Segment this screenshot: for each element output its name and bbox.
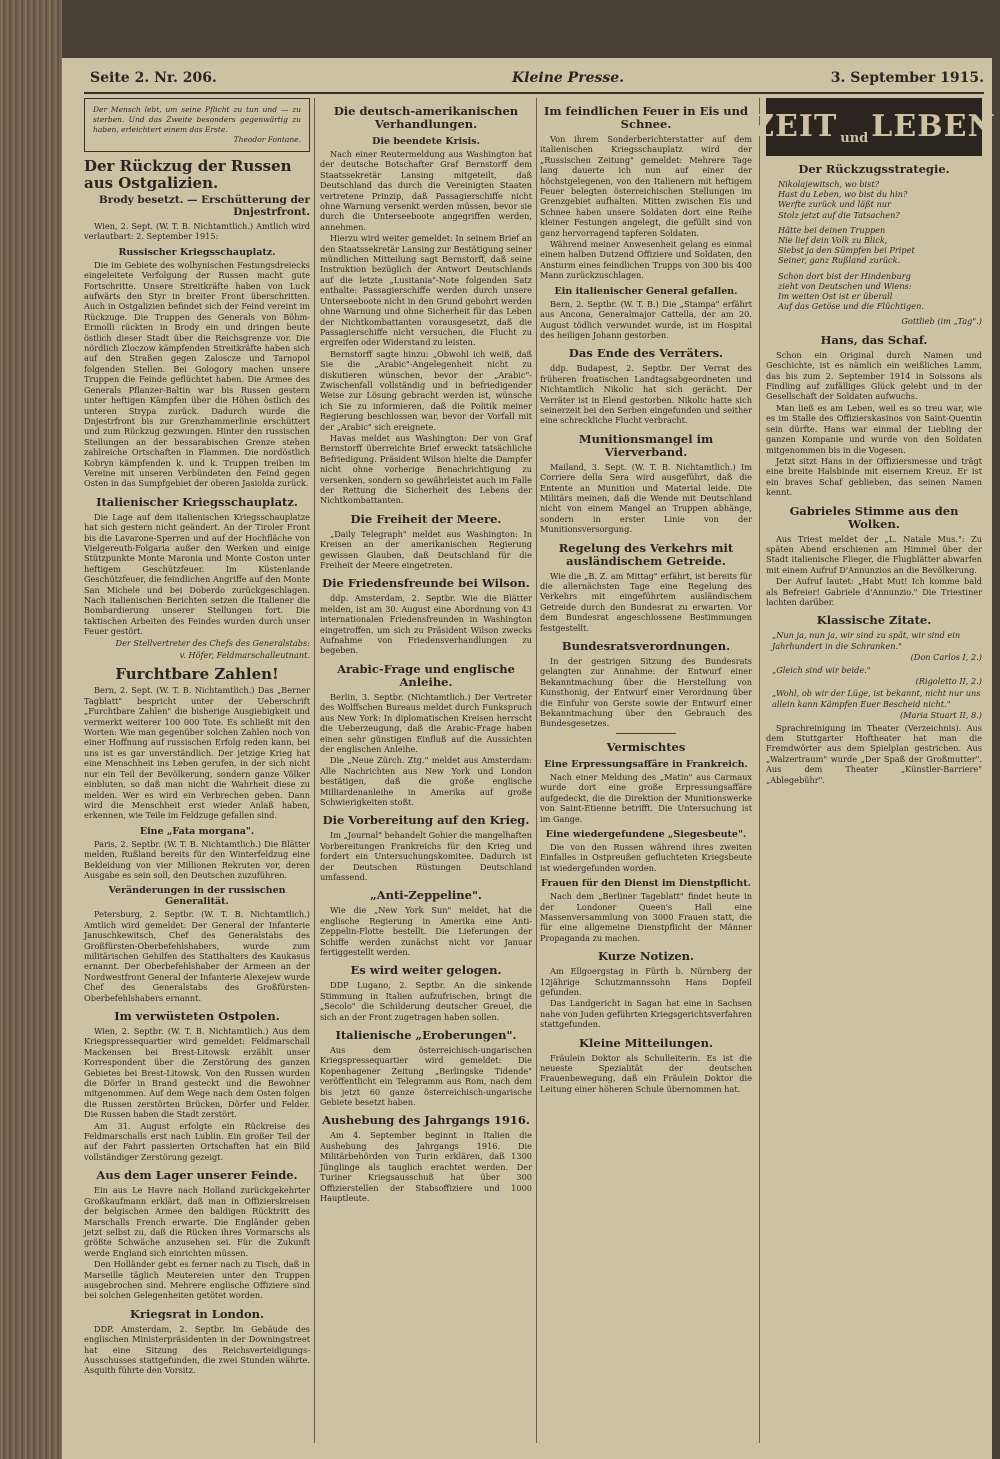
header-masthead: Kleine Presse.	[512, 70, 625, 86]
article-paragraph: Wien, 2. Sept. (W. T. B. Nichtamtlich.) Amtlich wird verlautbart: 2. September 1915:	[84, 221, 310, 242]
article-paragraph: Nach einer Reutermeldung aus Washington hat der deutsche Botschafter Graf Bernstorff dem Staatssekretär Lansing mitgeteilt, daß Deutschland das durch die Vereinigten Staaten vertretene Prinzip, daß Passagierschiffe nicht ohne Warnung versenkt werden müssen, bevor sie durch die Unterseeboote angegriffen werden, annehmen.	[320, 149, 532, 232]
section-heading: „Anti-Zeppeline".	[370, 888, 482, 903]
quote-source: (Maria Stuart II, 8.)	[899, 710, 982, 721]
poem-stanza: Schon dort bist der Hindenburg zieht von Deutschen und Wiens: Im weiten Ost ist er überall Auf das Getöse und die Flüchtigen.	[778, 270, 924, 312]
main-headline: Der Rückzug der Russen aus Ostgalizien.	[84, 157, 292, 192]
article-paragraph: Am 4. September beginnt in Italien die Aushebung des Jahrgangs 1916. Die Militärbehörden von Turin erklären, daß 1300 Jünglinge als tauglich erachtet werden. Der Turiner Kriegsausschuß hat über 300 Offizierstellen der Stabsoffiziere und 1000 Hauptleute.	[320, 1130, 532, 1203]
column-rule	[314, 98, 315, 1443]
article-paragraph: Während meiner Anwesenheit gelang es einmal einem halben Dutzend Offiziere und Soldaten, den Ansturm eines feindlichen Trupps von 300 bis 400 Mann zurückzuschlagen.	[540, 239, 752, 281]
zeit-und-leben-logo	[752, 98, 996, 156]
newspaper-page	[62, 58, 996, 1459]
article-paragraph: ddp. Budapest, 2. Septbr. Der Verrat des früheren froatischen Landtagsabgeordneten und Nichtamtlich Nikolic hat sich gerächt. Der Verräter ist in Elend gestorben. Nikolic hatte sich seinerzeit bei den Serben eingefunden und seither eine schreckliche Flucht verbracht.	[540, 363, 752, 426]
article-paragraph: Die Lage auf dem italienischen Kriegsschauplatze hat sich gestern nicht geändert. An der Tiroler Front bis die Lavarone-Sperren und auf der Hochfläche von Vielgereuth-Folgaria außer den Werken und einige Stützpunkte Monte Maronia und Monte Coston unter heftigem Geschützfeuer. Im Küstenlande Geschützfeuer, die feindlichen Angriffe auf den Monte San Michele und bei Doberdo zurückgeschlagen. Nach italienischen Berichten setzen die Italiener die Bombardierung unserer Stellungen fort. Die taktischen Arbeiten des Feindes wurden durch unser Feuer gestört.	[84, 511, 310, 637]
signature: Gottlieb (im „Tag".)	[901, 316, 982, 327]
article-paragraph: Von ihrem Sonderberichterstatter auf dem italienischen Kriegsschauplatz wird der „Russischen Zeitung" gemeldet: Mehrere Tage lang dauerte ich nun auf einer der höchstgelegenen, von den Italienern mit heftigem Feuer belegten österreichischen Stellungen im Grenzgebiet aufhalten. Mitten zwischen Eis und Schnee haben unsere Soldaten dort eine Reihe kleiner Festungen angelegt, die gefüllt sind von ganz hervorragend tapferen Soldaten.	[540, 134, 752, 238]
column-rule	[759, 98, 760, 1443]
page-header	[84, 68, 984, 94]
column-3	[540, 98, 752, 1448]
section-heading: Im verwüsteten Ostpolen.	[114, 1009, 280, 1023]
section-heading: Veränderungen in der russischen Generalität.	[108, 885, 286, 908]
column-4	[752, 98, 996, 1448]
motto-author: Theodor Fontane.	[233, 135, 301, 144]
section-headline: Die deutsch-amerikanischen Verhandlungen.	[333, 104, 519, 131]
section-heading: Aus dem Lager unserer Feinde.	[96, 1168, 298, 1183]
section-heading: Kriegsrat in London.	[129, 1306, 264, 1321]
article-paragraph: In der gestrigen Sitzung des Bundesrats gelangten zur Annahme: der Entwurf einer Bekanntmachung über die Herstellung von Kunsthonig, der Entwurf einer Verordnung über die Einfuhr von Gerste sowie der Entwurf einer Bekanntmachung über den Gebrauch des Bundesgesetzes.	[540, 656, 752, 729]
article-paragraph: Sprachreinigung im Theater (Verzeichnis). Aus dem Stuttgarter Hoftheater hat man die Fremdwörter aus dem Spielplan gestrichen. Aus „Walzertraum" wurde „Der Spaß der Großmutter". Aus dem Theater „Künstler-Barriere" „Ablegebühr".	[766, 722, 982, 785]
quote: „Nun ja, nun ja, wir sind zu spät, wir sind ein Jahrhundert in die Schranken."	[772, 630, 961, 651]
section-heading: Die Vorbereitung auf den Krieg.	[322, 813, 530, 828]
section-heading: Italienische „Eroberungen".	[335, 1028, 517, 1043]
section-heading: Kleine Mitteilungen.	[579, 1035, 713, 1050]
article-paragraph: Hierzu wird weiter gemeldet: In seinem Brief an den Staatssekretär Lansing zur Bestätigung seiner mündlichen Mitteilung sagt Bernstorff, daß seine Instruktion bezüglich der Antwort Deutschlands auf die letzte „Lusitania"-Note folgenden Satz enthalte: Passagierschiffe werden durch unsere Unterseeboote nicht in den Grund gebohrt werden ohne Warnung und ohne Sicherheit für das Leben der Nichtkombattanten vorausgesetzt, daß die Passagierschiffe nicht versuchen, die Flucht zu ergreifen oder Widerstand zu leisten.	[320, 233, 532, 348]
section-heading: Es wird weiter gelogen.	[350, 963, 502, 978]
article-paragraph: Bern, 2. Sept. (W. T. B. Nichtamtlich.) Das „Berner Tagblatt" bespricht unter der Ueberschrift „Furchtbare Zahlen" die bisherige Ausgiebigkeit und vermerkt weiterer 100 000 Tote. Es schließt mit den Worten: Wie man gegenüber solchen Zahlen noch von einer Hoffnung auf russischen Erfolg reden kann, bei uns ist es gar unverständlich. Der jetzige Krieg hat eine Menschheit ins Leben gerufen, in der sich nicht nur ein Teil der Bevölkerung, sondern ganze Völker einbluten, so daß man nicht die Wahrheit diese zu melden. Wer es wird ein Verbrechen geben. Dann wird die Menschheit erst wieder Anlaß haben, erkennen, wie Teile im Feldzuge gefallen sind.	[84, 685, 310, 821]
signature: Der Stellvertreter des Chefs des Generalstabs:	[115, 637, 310, 648]
section-heading: Regelung des Verkehrs mit ausländischem Getreide.	[558, 540, 734, 568]
quote: „Gleich sind wir beide."	[772, 664, 871, 675]
section-heading: Aushebung des Jahrgangs 1916.	[322, 1113, 530, 1128]
article-paragraph: Bernstorff sagte hinzu: „Obwohl ich weiß, daß Sie die „Arabic"-Angelegenheit nicht zu diskutieren wünschen, bevor der „Arabic"-Zwischenfall vollständig und in befriedigender Weise zur Lösung gebracht werden ist, wünsche ich Sie zu informieren, daß die Politik meiner Regierung beschlossen war, bevor der Vorfall mit der „Arabic" sich ereignete.	[320, 348, 532, 432]
article-paragraph: Nach dem „Berliner Tageblatt" findet heute in der Londoner Queen's Hall eine Massenversammlung von 3000 Frauen statt, die für eine allgemeine Dienstpflicht der Männer Propaganda zu machen.	[540, 891, 752, 943]
article-paragraph: Petersburg, 2. Septbr. (W. T. B. Nichtamtlich.) Amtlich wird gemeldet: Der General der Infanterie Januschkewitsch, Chef des Generalstabs des Großfürsten-Oberbefehlshabers, wurde zum militärischen Gehilfen des Statthalters des Kaukasus ernannt. Der Oberbefehlshaber der Armeen an der Nordwestfront General der Infanterie Alexejew wurde Chef des Generalstabs des Großfürsten-Oberbefehlshabers ernannt.	[84, 909, 310, 1003]
signature: v. Höfer, Feldmarschalleutnant.	[179, 650, 310, 661]
article-paragraph: Nach einer Meldung des „Matin" aus Carmaux wurde dort eine große Erpressungsaffäre aufgedeckt, die die Direktion der Munitionswerke von Saint-Etienne betrifft. Die Untersuchung ist im Gange.	[540, 771, 752, 824]
section-heading: Ein italienischer General gefallen.	[554, 285, 738, 297]
section-heading: Eine „Fata morgana".	[139, 825, 255, 837]
article-paragraph: Der Aufruf lautet: „Habt Mut! Ich komme bald als Befreier! Gabriele d'Annunzio." Die Triestiner lachten darüber.	[766, 576, 982, 607]
section-heading: Die beendete Krisis.	[372, 136, 480, 147]
section-heading: Kurze Notizen.	[597, 949, 695, 964]
article-paragraph: Jetzt sitzt Hans in der Offiziersmesse und trägt eine breite Halsbinde mit eisernem Kreuz. Er ist ein braves Schaf geblieben, das seinen Namen kennt.	[766, 455, 982, 498]
motto-text: Der Mensch lebt, um seine Pflicht zu tun und — zu sterben. Und das Zweite besonders gegenwärtig zu haben, erleichtert einem das Erste.	[93, 105, 301, 134]
article-paragraph: Fräulein Doktor als Schulleiterin. Es ist die neueste Spezialität der deutschen Frauenbewegung, daß ein Fräulein Doktor die Leitung einer höheren Schule übernommen hat.	[540, 1052, 752, 1094]
article-paragraph: Schon ein Original durch Namen und Geschichte, ist es nämlich ein weißliches Lamm, das bis zum 2. September 1914 in Soissons als Findling auf zufälliges Glück gelebt und in der Gesellschaft der Soldaten aufwuchs.	[766, 349, 982, 402]
section-heading: Eine Erpressungsaffäre in Frankreich.	[544, 758, 748, 770]
logo-word: LEBEN	[871, 108, 996, 144]
article-paragraph: „Daily Telegraph" meldet aus Washington: In Kreisen an der amerikanischen Regierung gewissen Glauben, daß Deutschland für die Freiheit der Meere eingetreten.	[320, 528, 532, 571]
section-heading: Die Freiheit der Meere.	[350, 511, 502, 526]
article-paragraph: DDP Lugano, 2. Septbr. An die sinkende Stimmung in Italien aufzufrischen, bringt die „Secolo" die Schilderung deutscher Greuel, die sich an der Front zugetragen haben sollen.	[320, 980, 532, 1022]
section-heading: Bundesratsverordnungen.	[561, 639, 731, 654]
section-heading: Das Ende des Verräters.	[568, 346, 724, 361]
article-paragraph: Im „Journal" behandelt Gohier die mangelhaften Vorbereitungen Frankreichs für den Krieg und fordert ein Untersuchungskomitee. Dadurch ist der Deutschen Rüstungen Deutschland umfassend.	[320, 830, 532, 882]
book-binding-edge	[0, 0, 62, 1459]
poem-stanza: Nikolajewitsch, wo bist? Hast du Leben, wo bist du hin? Werfte zurück und läßt nur Stolz jetzt auf die Tatsachen?	[778, 179, 908, 220]
divider	[616, 733, 676, 734]
section-heading: Gabrieles Stimme aus den Wolken.	[789, 503, 959, 531]
article-paragraph: Den Holländer gebt es ferner nach zu Tisch, daß in Marseille täglich Meutereien unter den Truppen ausgebrochen sind. Mehrere englische Offiziere sind bei solchen Gelegenheiten getötet worden.	[84, 1259, 310, 1301]
quote-source: (Rigoletto II, 2.)	[915, 676, 982, 686]
quote: „Wohl, ob wir der Lüge, ist bekannt, nicht nur uns allein kann Kämpfen Euer Bescheid nicht."	[772, 688, 981, 709]
article-paragraph: Berlin, 3. Septbr. (Nichtamtlich.) Der Vertreter des Wolffschen Bureaus meldet durch Funkspruch aus New York: In diplomatischen Kreisen herrscht die Ueberzeugung, daß die Arabic-Frage haben einen sehr günstigen Einfluß auf die Aussichten der englischen Anleihe.	[320, 691, 532, 754]
article-paragraph: Die von den Russen während ihres zweiten Einfalles in Ostpreußen gefluchteten Kriegsbeute ist wiedergefunden worden.	[540, 841, 752, 873]
article-paragraph: Am 31. August erfolgte ein Rückreise des Feldmarschalls erst nach Lublin. Ein großer Teil der auf der Fahrt passierten Ortschaften hat ein Bild vollständiger Zerstörung gezeigt.	[84, 1120, 310, 1162]
article-paragraph: Wie die „New York Sun" meldet, hat die englische Regierung in Amerika eine Anti-Zeppelin-Flotte bestellt. Die Lieferungen der Schiffe werden zunächst nicht vor Januar fertiggestellt werden.	[320, 905, 532, 957]
article-paragraph: ddp. Amsterdam, 2. Septbr. Wie die Blätter melden, ist am 30. August eine Abordnung von 43 internationalen Friedensfreunden in Washington eingetroffen, um sich zu Präsident Wilson zwecks Aufnahme von Friedensverhandlungen zu begeben.	[320, 593, 532, 656]
section-heading: Hans, das Schaf.	[820, 332, 928, 347]
article-paragraph: DDP. Amsterdam, 2. Septbr. Im Gebäude des englischen Ministerpräsidenten in der Downingstreet hat eine Sitzung des Reichsverteidigungs-Ausschusses stattgefunden, die zwei Stunden währte. Asquith führte den Vorsitz.	[84, 1323, 310, 1376]
article-paragraph: Am Ellgoergstag in Fürth b. Nürnberg der 12jährige Schutzmannssohn Hans Dopfeil gefunden.	[540, 966, 752, 997]
section-heading: Der Rückzugsstrategie.	[798, 162, 950, 176]
article-paragraph: Ein aus Le Havre nach Holland zurückgekehrter Großkaufmann erklärt, daß man in Offizierskreisen der belgischen Armee den baldigen Rücktritt des Marschalls French erwarte. Die Engländer geben jetzt selbst zu, daß die Rücken ihres Vormarschs als größte Schwäche anzusehen sei. Für die Zukunft werde England sich einrichten müssen.	[84, 1185, 310, 1258]
poem-stanza: Hätte bei deinen Truppen Nie lief dein Volk zu Blick, Siebst ja den Sümpfen bei Pripet Seiner, ganz Rußland zurück.	[778, 224, 915, 266]
logo-word: und	[840, 130, 869, 146]
logo-word: ZEIT	[752, 108, 838, 144]
column-1	[84, 98, 310, 1448]
section-headline: Furchtbare Zahlen!	[115, 665, 279, 684]
article-paragraph: Man ließ es am Leben, weil es so treu war, wie es im Stalle des Offizierskasinos von Saint-Quentin sein dürfte. Hans war einmal der Liebling der ganzen Kompanie und wurde von den Soldaten mitgenommen bis in die Vogesen.	[766, 402, 982, 455]
section-headline: Im feindlichen Feuer in Eis und Schnee.	[543, 104, 749, 131]
article-paragraph: Bern, 2. Septbr. (W. T. B.) Die „Stampa" erfährt aus Ancona, Generalmajor Cattella, der am 20. August tödlich verwundet wurde, ist im Hospital des heiligen Johann gestorben.	[540, 298, 752, 340]
section-heading: Eine wiedergefundene „Siegesbeute".	[545, 828, 747, 840]
section-heading: Die Friedensfreunde bei Wilson.	[322, 576, 530, 591]
column-rule	[536, 98, 537, 1443]
header-page-number: Seite 2. Nr. 206.	[90, 70, 217, 86]
header-date: 3. September 1915.	[830, 70, 984, 86]
article-paragraph: Aus Triest meldet der „L. Natale Mus.": Zu späten Abend erschienen am Himmel über der Stadt italienische Flieger, die Flugblätter abwarfen mit einem Aufruf D'Annunzios an die Bevölkerung.	[766, 533, 982, 575]
section-heading: Italienischer Kriegsschauplatz.	[96, 494, 298, 509]
section-heading: Arabic-Frage und englische Anleihe.	[337, 661, 515, 689]
section-heading: Vermischtes	[606, 739, 686, 754]
article-paragraph: Die im Gebiete des wolhynischen Festungsdreiecks eingeleitete Verfolgung der Russen macht gute Fortschritte. Unsere Streitkräfte haben von Luck aufwärts den Styr in breiter Front überschritten. Auch in Ostgalizien befindet sich der Feind vereint im Rückzuge. Die Truppen des Generals von Böhm-Ermolli rückten in Brody ein und dringen beute östlich dieser Stadt über die Reichsgrenze vor. Die nördlich Zloczow kämpfenden Streitkräfte haben sich auf den Straßen gegen Zaloscze und Tarnopol folgenden Stellen. Bei Gologory machen unsere Truppen die Feinde geflüchtet haben. Die Armee des Generals Pflanzer-Baltin war bis Russen gestern unter heftigen Kämpfen über die Höhen östlich des unteren Strypa zurück. Dadurch wurde die Dnjestrfront bis zur Grenzhammerlinie erschüttert und zum Rückzug gezwungen. Hinter den russischen Stellungen an der bessarabischen Grenze stehen zahlreiche Ortschaften in Flammen. Die nordöstlich Kobryn kämpfenden k. und k. Truppen treiben im Vereine mit unseren Verbündeten den Feind gegen Osten in das Sumpfgebiet der oberen Jasiolda zurück.	[84, 259, 310, 489]
section-heading: Munitionsmangel im Vierverband.	[578, 431, 714, 459]
article-paragraph: Havas meldet aus Washington: Der von Graf Bernstorff überreichte Brief erweckt tatsächliche Befriedigung. Präsident Wilson hielte die Dampfer nicht ohne vorherige Benachrichtigung zu versenken, sondern so gewährleistet auch im Falle der Rettung die Sicherheit des Lebens der Nichtkombattanten.	[320, 432, 532, 506]
section-heading: Klassische Zitate.	[816, 613, 932, 628]
motto-box	[84, 98, 310, 152]
section-heading: Frauen für den Dienst im Dienstpflicht.	[540, 878, 751, 890]
section-heading: Russischer Kriegsschauplatz.	[118, 246, 276, 258]
quote-source: (Don Carlos I, 2.)	[910, 652, 982, 663]
article-paragraph: Das Landgericht in Sagan hat eine in Sachsen nahe von Juden geführten Kriegsgerichtsverfahren stattgefunden.	[540, 998, 752, 1030]
article-paragraph: Wie die „B. Z. am Mittag" erfährt, ist bereits für die allernächsten Tage eine Regelung des Verkehrs mit eingeführtem ausländischem Getreide durch den Bundesrat zu erwarten. Vor dem Bundesrat angeschlossene Bestimmungen festgestellt.	[540, 570, 752, 633]
column-2	[320, 98, 532, 1448]
article-paragraph: Die „Neue Zürch. Ztg." meldet aus Amsterdam: Alle Nachrichten aus New York und London bestätigen, daß die große englische Milliardenanleihe in Amerika auf große Schwierigkeiten stoßt.	[320, 755, 532, 807]
main-subheadline: Brody besetzt. — Erschütterung der Dnjestrfront.	[98, 194, 310, 218]
article-paragraph: Wien, 2. Septbr. (W. T. B. Nichtamtlich.) Aus dem Kriegspressequartier wird gemeldet: Feldmarschall Mackensen bei Brest-Litowsk erzählt unser Korrespondent über die Zerstörung des ganzen Gebietes bei Brest-Litowsk. Von den Russen wurden die Dörfer in Brand gesteckt und die Bewohner mitgenommen. Auf dem Wege nach dem Osten folgen die Russen zerstörten Brücken, Dörfer und Felder. Die Russen haben die Stadt zerstört.	[84, 1026, 310, 1120]
article-paragraph: Aus dem österreichisch-ungarischen Kriegspressequartier wird gemeldet: Die Kopenhagener Zeitung „Berlingske Tidende" veröffentlicht ein Telegramm aus Rom, nach dem bis jetzt 60 ganze österreichisch-ungarische Gebiete besetzt haben.	[320, 1045, 532, 1108]
article-paragraph: Paris, 2. Septbr. (W. T. B. Nichtamtlich.) Die Blätter melden, Rußland bereits für den Winterfeldzug eine Bekleidung von vier Millionen Rekruten vor, deren Ausgabe es sein soll, den Deutschen zuzuführen.	[84, 838, 310, 880]
article-paragraph: Mailand, 3. Sept. (W. T. B. Nichtamtlich.) Im Corriere della Sera wird ausgeführt, daß die Entente an Munition und Material leide. Die Militärs meinen, daß die Wende mit Deutschland nicht von einem Mangel an Truppen abhänge, sondern in erster Linie von der Munitionsversorgung.	[540, 461, 752, 535]
